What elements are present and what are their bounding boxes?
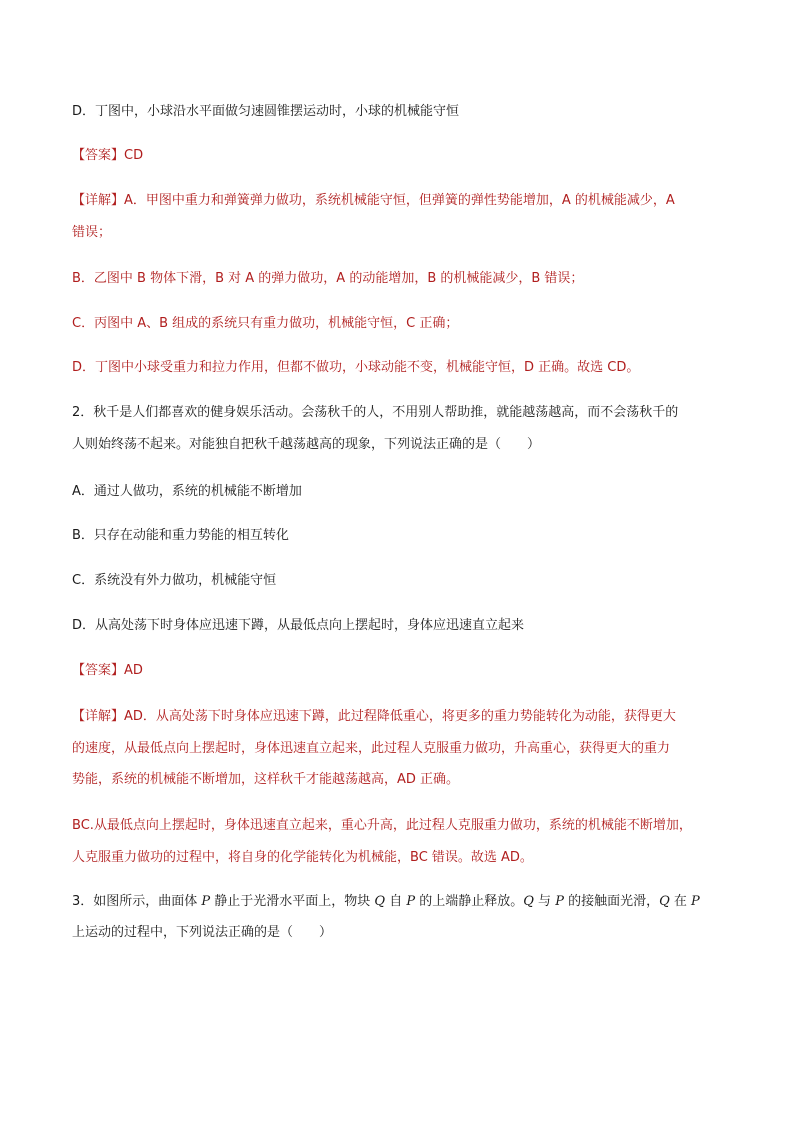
q3-stem-text: 的接触面光滑， (563, 894, 660, 909)
q1-detail-line: 【详解】A．甲图中重力和弹簧弹力做功，系统机械能守恒，但弹簧的弹性势能增加，A 的机械能减少，A (72, 193, 675, 208)
q3-stem-text: 静止于光滑水平面上，物块 (210, 894, 375, 909)
q2-detail-line: 【详解】AD．从高处荡下时身体应迅速下蹲，此过程降低重心，将更多的重力势能转化为动能，获得更大 (72, 709, 676, 724)
q2-option-a: A．通过人做功，系统的机械能不断增加 (72, 484, 302, 499)
q1-detail-line: B．乙图中 B 物体下滑，B 对 A 的弹力做功，A 的动能增加，B 的机械能减少，B 错误； (72, 271, 584, 286)
q1-detail-line: 错误； (72, 225, 112, 240)
q3-stem-text: 3．如图所示，曲面体 (72, 894, 202, 909)
q2-stem-line: 2．秋千是人们都喜欢的健身娱乐活动。会荡秋千的人，不用别人帮助推，就能越荡越高，而不会荡秋千的 (72, 405, 679, 420)
q2-stem-line: 人则始终荡不起来。对能独自把秋千越荡越高的现象，下列说法正确的是（ ） (72, 437, 541, 452)
var-q: Q (523, 894, 534, 909)
q2-option-c: C．系统没有外力做功，机械能守恒 (72, 573, 277, 588)
q2-detail-line: 人克服重力做功的过程中，将自身的化学能转化为机械能，BC 错误。故选 AD。 (72, 850, 533, 865)
q2-detail-line: 势能，系统的机械能不断增加，这样秋千才能越荡越高，AD 正确。 (72, 772, 460, 787)
q3-stem-text: 的上端静止释放。 (415, 894, 524, 909)
q3-stem-text: 自 (385, 894, 407, 909)
var-p: P (201, 894, 211, 909)
q3-stem-line-2: 上运动的过程中，下列说法正确的是（ ） (72, 925, 333, 940)
q2-detail-line: BC.从最低点向上摆起时，身体迅速直立起来，重心升高，此过程人克服重力做功，系统的机械能不断增加， (72, 818, 692, 833)
q1-detail-line: C．丙图中 A、B 组成的系统只有重力做功，机械能守恒，C 正确； (72, 316, 459, 331)
var-p: P (555, 894, 564, 909)
q3-stem-text: 在 (669, 894, 692, 909)
var-p: P (406, 894, 416, 909)
q2-answer: 【答案】AD (72, 663, 143, 678)
q1-detail-line: D．丁图中小球受重力和拉力作用，但都不做功，小球动能不变，机械能守恒，D 正确。故选 CD。 (72, 360, 640, 375)
q2-detail-line: 的速度，从最低点向上摆起时，身体迅速直立起来，此过程人克服重力做功，升高重心，获得更大的重力 (72, 741, 671, 756)
var-p: P (691, 894, 700, 909)
q3-stem-line-1 (72, 888, 732, 916)
q1-option-d: D．丁图中，小球沿水平面做匀速圆锥摆运动时，小球的机械能守恒 (72, 104, 460, 119)
var-q: Q (374, 894, 386, 909)
q1-answer: 【答案】CD (72, 148, 144, 163)
q2-option-d: D．从高处荡下时身体应迅速下蹲，从最低点向上摆起时，身体应迅速直立起来 (72, 618, 525, 633)
var-q: Q (659, 894, 670, 909)
q3-stem-text: 与 (533, 894, 556, 909)
q2-option-b: B．只存在动能和重力势能的相互转化 (72, 528, 289, 543)
